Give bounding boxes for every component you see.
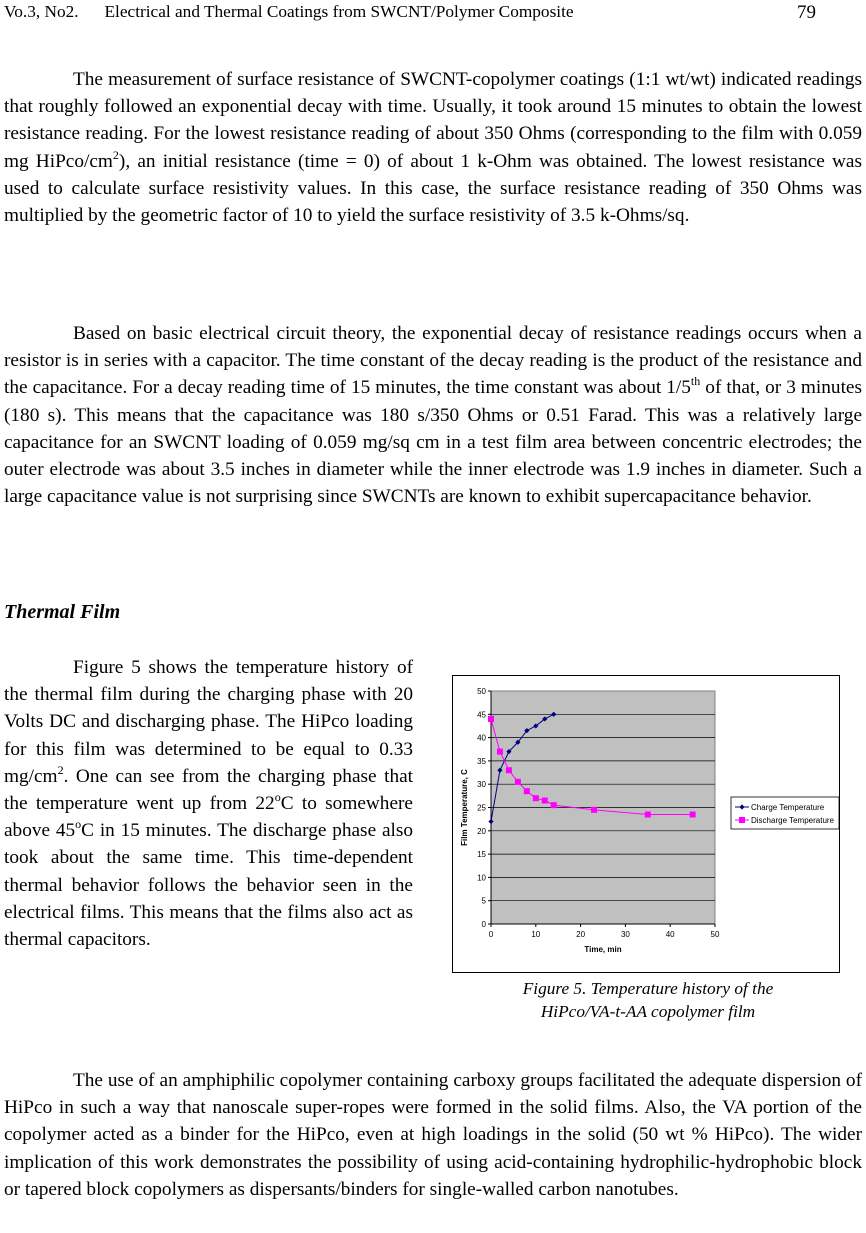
superscript: o	[274, 790, 281, 805]
superscript: 2	[57, 762, 64, 777]
page-number: 79	[797, 2, 816, 23]
x-tick-label: 20	[576, 930, 586, 939]
discharge-legend-marker	[739, 817, 745, 823]
running-header	[4, 2, 864, 24]
paragraph-surface-resistance	[4, 66, 862, 229]
paragraph-conclusion: The use of an amphiphilic copolymer containing carboxy groups facilitated the adequate dispersion of HiPco in such a way that nanoscale super-ropes were formed in the solid films. Also, the VA portion of the copolymer acted as a binder for the HiPco, even at high loadings in the solid (50 wt % HiPco). The wider implication of this work demonstrates the possibility of using acid-containing hydrophilic-hydrophobic block or tapered block copolymers as dispersants/binders for single-walled carbon nanotubes.	[4, 1070, 862, 1200]
y-tick-label: 0	[481, 920, 486, 929]
discharge-data-point	[506, 767, 512, 773]
text-run: ), an initial resistance (time = 0) of about 1 k-Ohm was obtained. The lowest resistance was used to calculate surface resistivity values. In this case, the surface resistance reading of 350 Ohms was multiplied by the geometric factor of 10 to yield the surface resistivity of 3.5 k-Ohms/sq.	[4, 150, 862, 227]
text-run: . One can see from the charging phase that the temperature went up from 22	[4, 765, 413, 815]
y-tick-label: 20	[477, 826, 486, 836]
superscript: th	[690, 374, 701, 389]
x-axis-title: Time, min	[584, 945, 622, 954]
discharge-data-point	[533, 795, 539, 801]
superscript: 2	[112, 147, 119, 162]
discharge-data-point	[515, 779, 521, 785]
text-run: C to somewhere above 45	[4, 793, 413, 842]
y-tick-label: 35	[477, 756, 486, 766]
y-tick-label: 5	[481, 896, 486, 906]
caption-line: HiPco/VA-t-AA copolymer film	[540, 1001, 756, 1021]
paragraph-circuit-theory	[4, 320, 862, 510]
charge-legend-label: Charge Temperature	[751, 803, 825, 812]
discharge-data-point	[524, 788, 530, 794]
x-tick-label: 10	[531, 930, 541, 939]
paragraph-thermal-film	[4, 654, 413, 953]
text-run: of that, or 3 minutes (180 s). This means that the capacitance was 180 s/350 Ohms or 0.51 Farad. This was a relatively large capacitance for an SWCNT loading of 0.059 mg/sq cm in a test film area between concentric electrodes; the outer electrode was about 3.5 inches in diameter while the inner electrode was 1.9 inches in diameter. Such a large capacitance value is not surprising since SWCNTs are known to exhibit supercapacitance behavior.	[4, 377, 862, 508]
x-tick-label: 0	[488, 930, 494, 939]
caption-line: Figure 5. Temperature history of the	[522, 979, 774, 998]
discharge-data-point	[591, 807, 597, 813]
y-tick-label: 10	[477, 873, 486, 883]
text-run: C in 15 minutes. The discharge phase also took about the same time. This time-dependent thermal behavior follows the behavior seen in the electrical films. This means that the films also act as thermal capacitors.	[4, 820, 413, 951]
discharge-data-point	[551, 802, 557, 808]
superscript: o	[75, 817, 82, 832]
y-tick-label: 40	[477, 733, 486, 743]
x-tick-label: 40	[665, 930, 675, 939]
discharge-data-point	[542, 798, 548, 804]
figure-caption	[452, 978, 844, 1023]
x-tick-label: 30	[620, 930, 630, 939]
y-tick-label: 15	[477, 850, 486, 860]
text-run: Figure 5 shows the temperature history of the thermal film during the charging phase with 20 Volts DC and discharging phase. The HiPco loading for this film was determined to be equal to 0.33 mg/cm	[4, 657, 413, 787]
text-run: The measurement of surface resistance of SWCNT-copolymer coatings (1:1 wt/wt) indicated readings that roughly followed an exponential decay with time. Usually, it took around 15 minutes to obtain the lowest resistance reading. For the lowest resistance reading of about 350 Ohms (corresponding to the film with 0.059 mg HiPco/cm	[4, 69, 862, 172]
y-tick-label: 45	[477, 710, 486, 720]
discharge-data-point	[645, 811, 651, 817]
figure-5-chart	[452, 675, 840, 973]
y-tick-label: 25	[477, 803, 486, 813]
y-axis-title: Film Temperature, C	[460, 769, 469, 846]
y-tick-label: 30	[477, 780, 486, 790]
discharge-data-point	[497, 749, 503, 755]
running-title: Vo.3, No2. Electrical and Thermal Coatings from SWCNT/Polymer Composite	[4, 2, 574, 21]
section-heading: Thermal Film	[4, 601, 121, 623]
discharge-data-point	[690, 811, 696, 817]
y-tick-label: 50	[477, 687, 486, 696]
text-run: Based on basic electrical circuit theory, the exponential decay of resistance readings occurs when a resistor is in series with a capacitor. The time constant of the decay reading is the product of the resistance and the capacitance. For a decay reading time of 15 minutes, the time constant was about 1/5	[4, 323, 862, 399]
discharge-legend-label: Discharge Temperature	[751, 816, 835, 825]
temperature-chart	[453, 676, 841, 974]
discharge-data-point	[488, 716, 494, 722]
x-tick-label: 50	[710, 930, 720, 939]
